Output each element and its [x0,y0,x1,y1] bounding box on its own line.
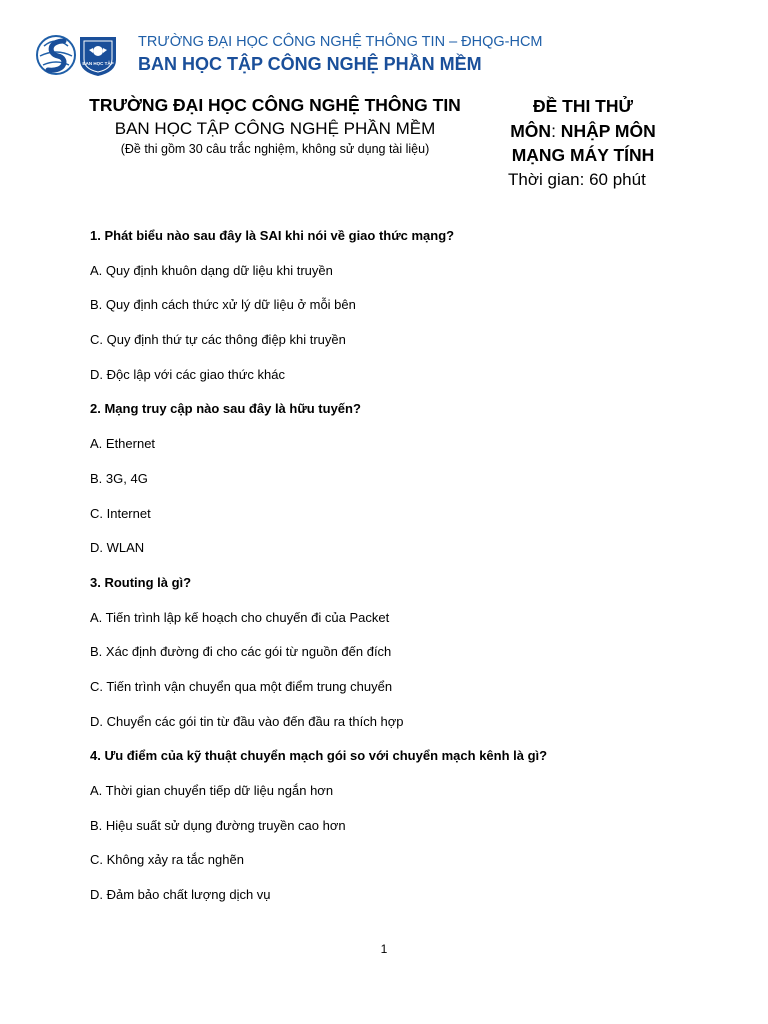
subject-name-part1: NHẬP MÔN [555,121,656,141]
department-title: BAN HỌC TẬP CÔNG NGHỆ PHẦN MỀM [114,119,436,138]
question-title: 3. Routing là gì? [90,574,192,590]
answer-option: D. WLAN [90,540,145,556]
answer-option: C. Không xảy ra tắc nghẽn [90,852,244,868]
university-name: TRƯỜNG ĐẠI HỌC CÔNG NGHỆ THÔNG TIN – ĐHQG-HCM [138,34,543,50]
title-block-left [60,93,490,157]
answer-option: D. Chuyển các gói tin từ đầu vào đến đầu ra thích hợp [90,713,404,729]
question-title: 4. Ưu điểm của kỹ thuật chuyển mạch gói so với chuyển mạch kênh là gì? [90,748,548,764]
subject-line-1 [488,119,678,143]
question-1 [90,227,730,400]
exam-label: ĐỀ THI THỬ [532,96,634,116]
question-title: 1. Phát biểu nào sau đây là SAI khi nói về giao thức mạng? [90,228,455,243]
answer-option: D. Độc lập với các giao thức khác [90,366,285,382]
school-title: TRƯỜNG ĐẠI HỌC CÔNG NGHỆ THÔNG TIN [89,95,461,115]
exam-instructions: (Đề thi gồm 30 câu trắc nghiệm, không sử dụng tài liệu) [120,142,430,156]
question-list [90,227,730,921]
title-block-right [488,93,678,193]
subject-colon: : [551,121,556,141]
question-2 [90,400,730,573]
question-4 [90,747,730,920]
page-number: 1 [380,942,388,956]
subject-prefix: MÔN [510,121,552,141]
university-logo [34,32,120,78]
answer-option: A. Thời gian chuyển tiếp dữ liệu ngắn hơn [90,783,334,798]
organization-name: BAN HỌC TẬP CÔNG NGHỆ PHẦN MỀM [138,54,482,74]
page-header [34,30,734,82]
answer-option: B. 3G, 4G [90,470,148,486]
answer-option: B. Xác định đường đi cho các gói từ nguồn đến đích [90,644,392,660]
answer-option: B. Quy định cách thức xử lý dữ liệu ở mỗi bên [90,297,356,313]
subject-line-2: MẠNG MÁY TÍNH [511,145,655,165]
answer-option: B. Hiệu suất sử dụng đường truyền cao hơn [90,817,346,833]
exam-time: Thời gian: 60 phút [508,170,646,189]
answer-option: A. Ethernet [90,436,156,452]
answer-option: C. Tiến trình vận chuyển qua một điểm trung chuyển [90,678,393,694]
answer-option: C. Quy định thứ tự các thông điệp khi truyền [90,332,346,348]
question-3 [90,574,730,747]
logo-text: BAN HỌC TẬP [82,61,114,66]
answer-option: D. Đảm bảo chất lượng dịch vụ [90,887,271,903]
answer-option: A. Quy định khuôn dạng dữ liệu khi truyền [90,262,333,278]
answer-option: C. Internet [90,505,151,521]
question-title: 2. Mạng truy cập nào sau đây là hữu tuyến? [90,401,361,417]
answer-option: A. Tiến trình lập kế hoạch cho chuyến đi của Packet [90,609,390,625]
